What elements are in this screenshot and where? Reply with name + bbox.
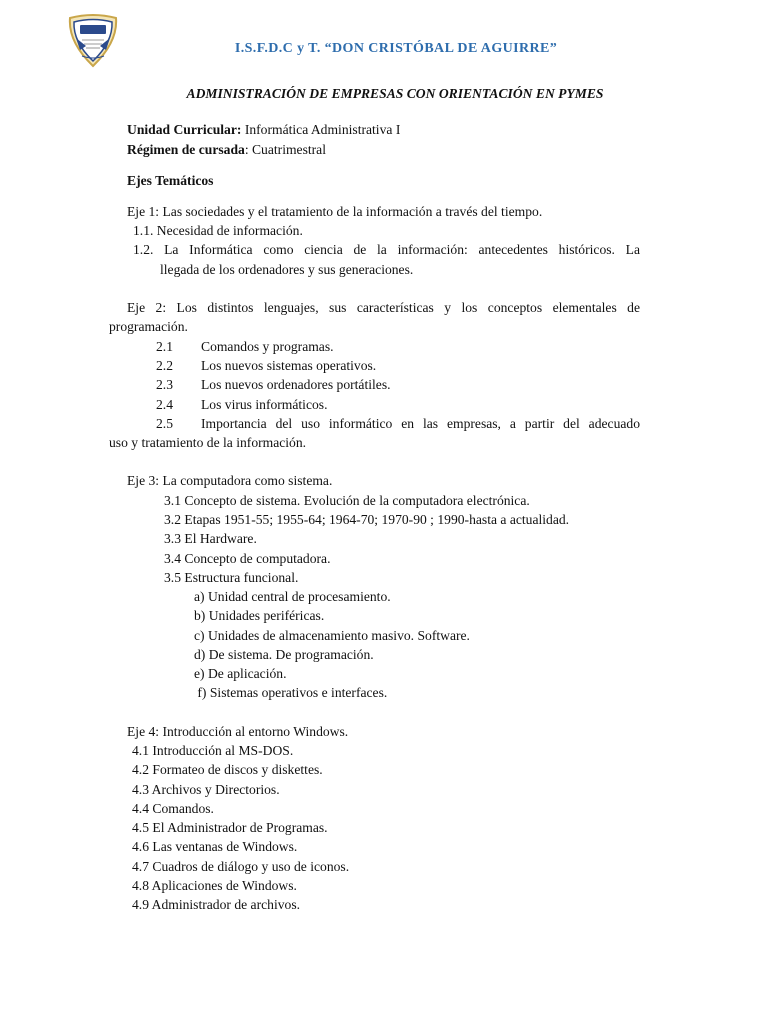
- eje2-item-num: 2.3: [156, 377, 173, 392]
- eje2-item-text: Comandos y programas.: [201, 339, 334, 354]
- eje3-item: 3.5 Estructura funcional.: [164, 570, 299, 585]
- eje2-item-text: Los virus informáticos.: [201, 397, 328, 412]
- unidad-label: Unidad Curricular:: [127, 122, 242, 137]
- eje4-item: 4.6 Las ventanas de Windows.: [132, 839, 298, 854]
- eje4-item: 4.5 El Administrador de Programas.: [132, 820, 328, 835]
- eje4-item: 4.2 Formateo de discos y diskettes.: [132, 762, 323, 777]
- eje2-item-num: 2.4: [156, 397, 173, 412]
- eje2-item-cont: uso y tratamiento de la información.: [109, 435, 307, 450]
- career-title: ADMINISTRACIÓN DE EMPRESAS CON ORIENTACIÓN EN PYMES: [186, 86, 604, 101]
- eje2-item-num: 2.1: [156, 339, 173, 354]
- eje1-item: 1.1. Necesidad de información.: [133, 223, 303, 238]
- eje4-item: 4.8 Aplicaciones de Windows.: [132, 878, 297, 893]
- regimen-value: : Cuatrimestral: [244, 142, 326, 157]
- eje4-item: 4.1 Introducción al MS-DOS.: [132, 743, 294, 758]
- eje3-title: Eje 3: La computadora como sistema.: [127, 473, 333, 488]
- eje3-item: 3.1 Concepto de sistema. Evolución de la computadora electrónica.: [164, 493, 530, 508]
- eje3-subitem: e) De aplicación.: [194, 666, 287, 681]
- institution-logo: [66, 12, 120, 68]
- eje1-title: Eje 1: Las sociedades y el tratamiento de la información a través del tiempo.: [127, 204, 543, 219]
- eje2-item-text: Importancia del uso informático en las empresas, a partir del adecuado: [201, 416, 640, 431]
- eje3-subitem: d) De sistema. De programación.: [194, 647, 374, 662]
- eje4-item: 4.7 Cuadros de diálogo y uso de iconos.: [132, 859, 350, 874]
- eje4-title: Eje 4: Introducción al entorno Windows.: [127, 724, 349, 739]
- eje2-item-text: Los nuevos ordenadores portátiles.: [201, 377, 391, 392]
- ejes-heading: Ejes Temáticos: [127, 173, 214, 188]
- eje2-title-cont: programación.: [109, 319, 188, 334]
- eje1-item-cont: llegada de los ordenadores y sus generaciones.: [160, 262, 414, 277]
- eje3-subitem: b) Unidades periféricas.: [194, 608, 325, 623]
- eje3-item: 3.4 Concepto de computadora.: [164, 551, 331, 566]
- eje3-subitem: a) Unidad central de procesamiento.: [194, 589, 391, 604]
- eje2-item-num: 2.5: [156, 416, 173, 431]
- eje2-item-num: 2.2: [156, 358, 173, 373]
- regimen-label: Régimen de cursada: [127, 142, 245, 157]
- eje4-item: 4.4 Comandos.: [132, 801, 214, 816]
- eje2-title: Eje 2: Los distintos lenguajes, sus características y los conceptos elementales de: [127, 300, 640, 315]
- eje3-subitem: c) Unidades de almacenamiento masivo. Software.: [194, 628, 470, 643]
- eje3-subitem: f) Sistemas operativos e interfaces.: [194, 685, 388, 700]
- eje2-item-text: Los nuevos sistemas operativos.: [201, 358, 377, 373]
- institution-title: I.S.F.D.C y T. “DON CRISTÓBAL DE AGUIRRE”: [234, 41, 558, 56]
- unidad-curricular: [127, 122, 400, 138]
- eje4-item: 4.9 Administrador de archivos.: [132, 897, 301, 912]
- eje1-item: 1.2. La Informática como ciencia de la información: antecedentes históricos. La: [133, 242, 640, 257]
- regimen-cursada: [127, 142, 326, 158]
- eje3-item: 3.3 El Hardware.: [164, 531, 257, 546]
- eje3-item: 3.2 Etapas 1951-55; 1955-64; 1964-70; 1970-90 ; 1990-hasta a actualidad.: [164, 512, 570, 527]
- unidad-value: Informática Administrativa I: [241, 122, 401, 137]
- eje4-item: 4.3 Archivos y Directorios.: [132, 782, 280, 797]
